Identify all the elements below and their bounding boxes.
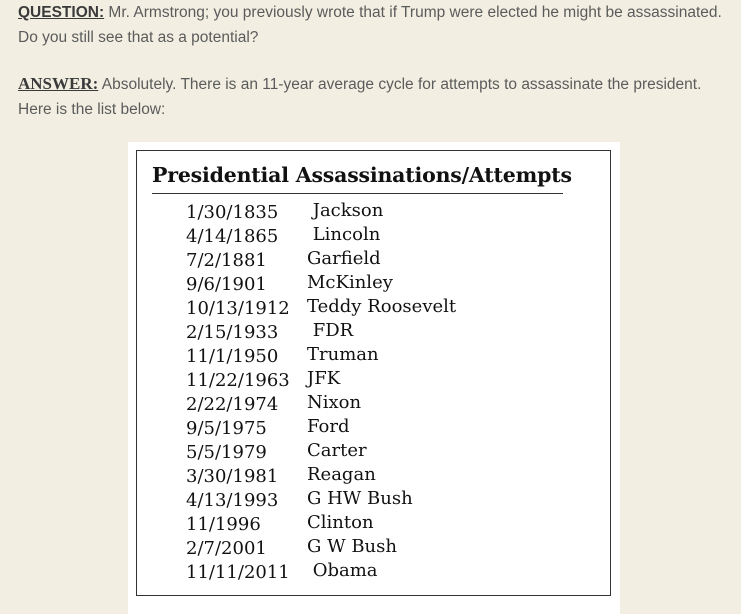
table-row [137,512,610,536]
row-date: 3/30/1981 [186,466,279,487]
row-date: 1/30/1835 [186,202,279,223]
row-president: Clinton [307,512,374,533]
table-row [137,248,610,272]
table-row [137,224,610,248]
row-date: 11/1996 [186,514,261,535]
row-date: 2/22/1974 [186,394,279,415]
row-date: 10/13/1912 [186,298,290,319]
row-date: 4/13/1993 [186,490,279,511]
row-president: Teddy Roosevelt [307,296,457,317]
row-president: G W Bush [307,536,397,557]
row-president: Jackson [307,200,384,221]
answer-text: Absolutely. There is an 11-year average cycle for attempts to assassinate the president. Here is the list below: [18,76,702,118]
row-president: Lincoln [307,224,381,245]
row-president: Carter [307,440,367,461]
row-president: G HW Bush [307,488,413,509]
question-label: QUESTION: [18,4,105,21]
table-row [137,416,610,440]
table-row [137,536,610,560]
row-date: 9/6/1901 [186,274,267,295]
row-president: JFK [307,368,341,389]
question-text: Mr. Armstrong; you previously wrote that if Trump were elected he might be assassinated. Do you still see that as a potential? [18,4,722,46]
row-date: 2/15/1933 [186,322,279,343]
row-date: 2/7/2001 [186,538,267,559]
row-date: 9/5/1975 [186,418,267,439]
table-row [137,560,610,584]
row-president: FDR [307,320,354,341]
table-row [137,368,610,392]
table-row [137,272,610,296]
table-title: Presidential Assassinations/Attempts [152,163,572,187]
row-date: 7/2/1881 [186,250,267,271]
table-frame [136,150,611,596]
row-date: 11/1/1950 [186,346,279,367]
question-paragraph [18,0,730,50]
table-row [137,296,610,320]
title-underline [152,193,563,194]
table-row [137,320,610,344]
table-row [137,440,610,464]
row-president: Ford [307,416,350,437]
row-date: 4/14/1865 [186,226,279,247]
table-row [137,200,610,224]
table-row [137,392,610,416]
assassinations-table-image [128,142,620,614]
table-row [137,464,610,488]
row-date: 11/11/2011 [186,562,290,583]
row-president: Truman [307,344,379,365]
answer-label: ANSWER: [18,74,99,93]
row-president: Reagan [307,464,376,485]
table-row [137,488,610,512]
row-president: Obama [307,560,378,581]
row-president: Nixon [307,392,362,413]
row-date: 11/22/1963 [186,370,290,391]
row-president: McKinley [307,272,393,293]
row-president: Garfield [307,248,381,269]
row-date: 5/5/1979 [186,442,267,463]
table-row [137,344,610,368]
answer-paragraph [18,71,730,122]
table-rows [137,200,610,584]
